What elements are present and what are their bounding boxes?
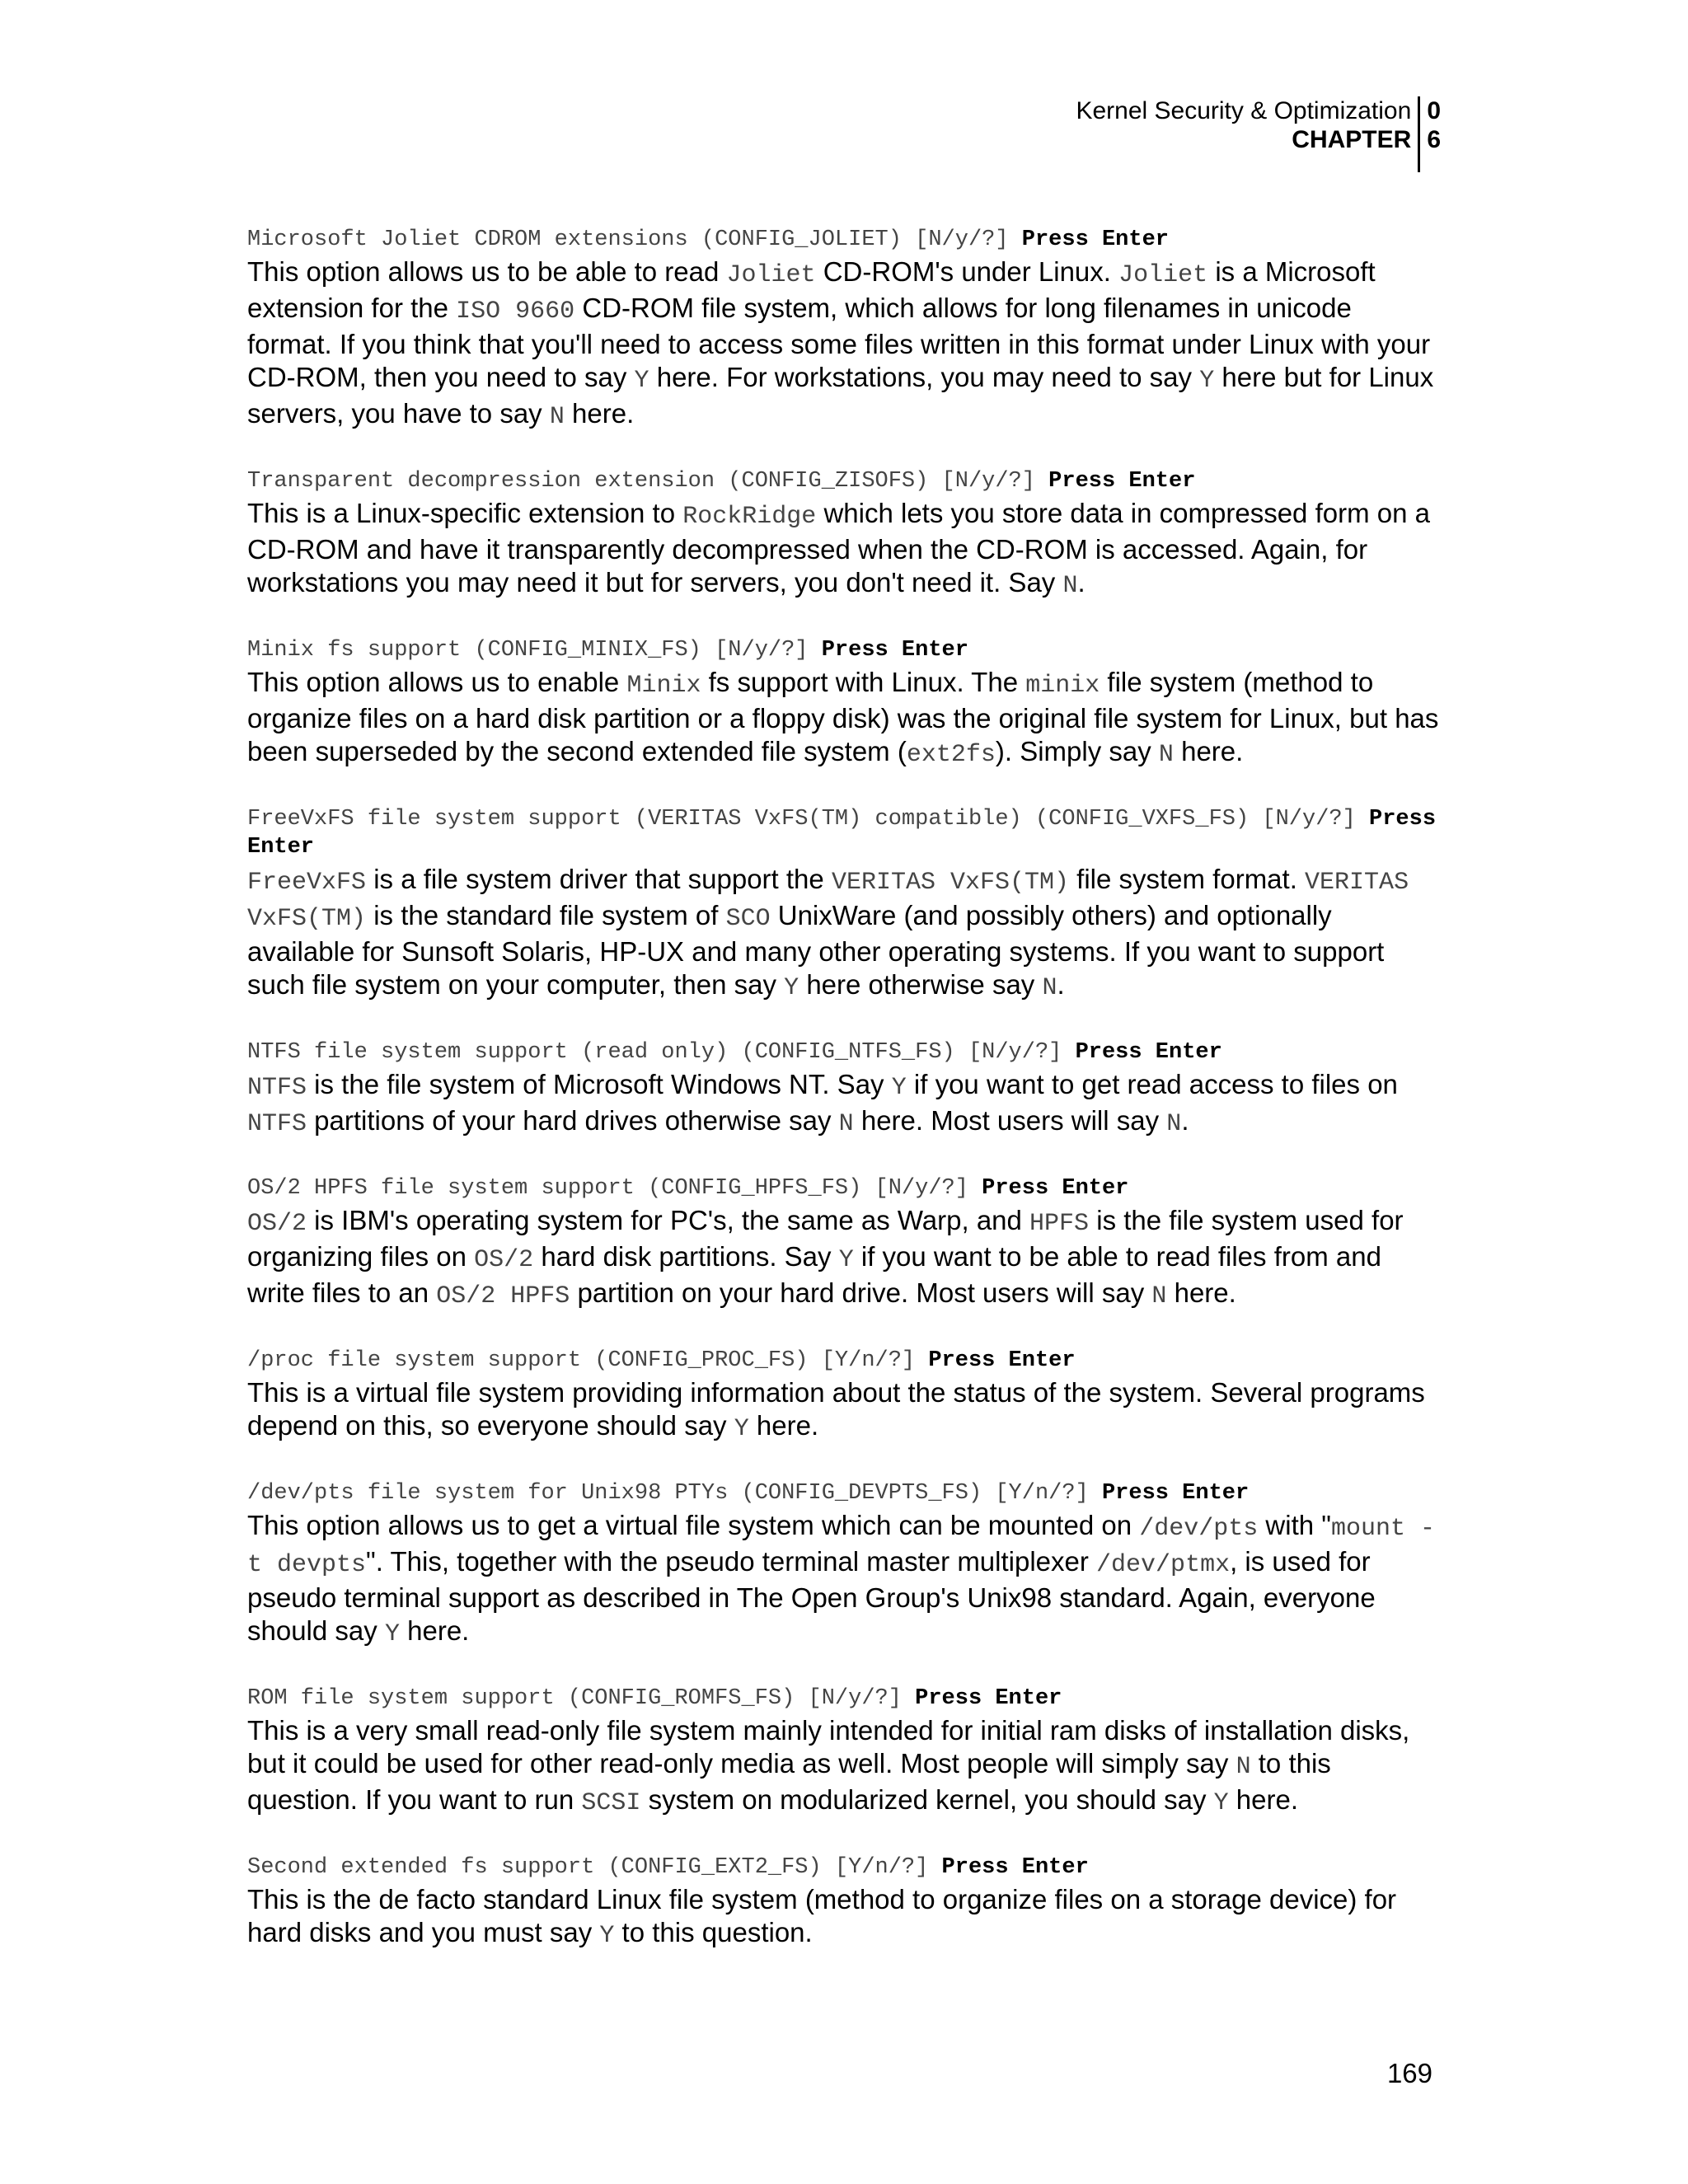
inline-code: Y xyxy=(784,974,799,1002)
config-description xyxy=(247,1068,1442,1141)
running-header xyxy=(1076,96,1441,172)
config-option-entry xyxy=(247,226,1442,434)
inline-code: /dev/pts xyxy=(1139,1515,1259,1543)
config-description xyxy=(247,1376,1442,1446)
config-option-entry xyxy=(247,1174,1442,1313)
description-text: hard disk partitions. Say xyxy=(533,1241,839,1272)
description-text: ). Simply say xyxy=(995,736,1159,766)
inline-code: Y xyxy=(838,1246,854,1274)
press-enter-instruction: Press Enter xyxy=(1075,1040,1222,1065)
press-enter-instruction: Press Enter xyxy=(982,1176,1129,1201)
config-prompt xyxy=(247,1685,1442,1713)
config-description xyxy=(247,666,1442,771)
inline-code: OS/2 HPFS xyxy=(436,1282,570,1310)
config-description xyxy=(247,255,1442,434)
config-prompt-text: NTFS file system support (read only) (CONFIG_NTFS_FS) [N/y/?] xyxy=(247,1040,1076,1065)
config-prompt xyxy=(247,226,1442,254)
description-text: file system (method to organize files on a hard disk partition or a floppy disk) was the original file system for Linux, but has been superseded by the second extended file system ( xyxy=(247,667,1439,766)
config-prompt-text: Transparent decompression extension (CONFIG_ZISOFS) [N/y/?] xyxy=(247,469,1049,494)
config-option-entry xyxy=(247,1038,1442,1141)
inline-code: RockRidge xyxy=(682,503,817,531)
header-chapter-number xyxy=(1420,96,1441,172)
config-option-entry xyxy=(247,467,1442,602)
header-text xyxy=(1076,96,1418,172)
inline-code: OS/2 xyxy=(474,1246,534,1274)
inline-code: HPFS xyxy=(1029,1210,1090,1238)
press-enter-instruction: Press Enter xyxy=(1021,227,1169,252)
config-prompt-text: OS/2 HPFS file system support (CONFIG_HPFS_FS) [N/y/?] xyxy=(247,1176,982,1201)
config-option-entry xyxy=(247,1347,1442,1446)
inline-code: Y xyxy=(634,367,649,395)
description-text: is a Microsoft extension for the xyxy=(247,256,1376,323)
chapter-digit-1: 0 xyxy=(1427,97,1441,124)
inline-code: N xyxy=(838,1110,854,1138)
description-text: here. xyxy=(399,1615,470,1646)
description-text: This is a Linux-specific extension to xyxy=(247,498,683,528)
inline-code: NTFS xyxy=(247,1110,307,1138)
description-text: system on modularized kernel, you should say xyxy=(640,1784,1214,1815)
description-text: CD-ROM file system, which allows for long filenames in unicode format. If you think that you'll need to access some files written in this format under Linux with your CD-ROM, then you need to say xyxy=(247,293,1431,392)
config-option-entry xyxy=(247,1479,1442,1651)
inline-code: Y xyxy=(599,1922,615,1950)
press-enter-instruction: Press Enter xyxy=(1048,469,1196,494)
description-text: here. xyxy=(1228,1784,1299,1815)
inline-code: N xyxy=(1236,1753,1251,1781)
description-text: here otherwise say xyxy=(799,969,1043,1000)
config-prompt xyxy=(247,636,1442,664)
inline-code: N xyxy=(1042,974,1057,1002)
description-text: here. xyxy=(1166,1277,1236,1308)
config-prompt xyxy=(247,1174,1442,1202)
inline-code: SCO xyxy=(725,905,771,933)
inline-code: Y xyxy=(891,1074,907,1102)
description-text: is a file system driver that support the xyxy=(366,864,832,894)
description-text: here. Most users will say xyxy=(853,1105,1167,1136)
description-text: This is a virtual file system providing information about the status of the system. Several programs depend on this, so everyone should say xyxy=(247,1377,1425,1441)
config-option-entry xyxy=(247,1854,1442,1952)
inline-code: /dev/ptmx xyxy=(1096,1551,1231,1579)
config-description xyxy=(247,1714,1442,1820)
press-enter-instruction: Press Enter xyxy=(928,1348,1076,1373)
description-text: partition on your hard drive. Most users will say xyxy=(570,1277,1152,1308)
chapter-digit-2: 6 xyxy=(1427,126,1441,153)
description-text: here. For workstations, you may need to say xyxy=(649,362,1200,392)
press-enter-instruction: Press Enter xyxy=(821,638,968,663)
inline-code: ext2fs xyxy=(906,741,996,769)
config-prompt xyxy=(247,1854,1442,1882)
description-text: file system format. xyxy=(1068,864,1306,894)
config-prompt xyxy=(247,1479,1442,1507)
inline-code: SCSI xyxy=(581,1789,641,1817)
config-prompt xyxy=(247,805,1450,861)
inline-code: Minix xyxy=(626,672,701,700)
description-text: partitions of your hard drives otherwise say xyxy=(307,1105,839,1136)
inline-code: ISO 9660 xyxy=(456,298,575,326)
inline-code: N xyxy=(1158,741,1174,769)
description-text: to this question. xyxy=(614,1917,813,1947)
inline-code: VERITAS VxFS(TM) xyxy=(831,869,1069,897)
description-text: is the file system used for organizing files on xyxy=(247,1205,1404,1272)
press-enter-instruction: Press Enter xyxy=(915,1686,1062,1711)
config-option-entry xyxy=(247,805,1450,1005)
description-text: to this question. If you want to run xyxy=(247,1748,1331,1815)
header-chapter-label: CHAPTER xyxy=(1292,126,1412,153)
inline-code: Joliet xyxy=(726,261,816,289)
config-description xyxy=(247,1509,1442,1651)
inline-code: Y xyxy=(384,1620,400,1648)
description-text: if you want to be able to read files from and write files to an xyxy=(247,1241,1381,1308)
description-text: here. xyxy=(748,1410,819,1441)
inline-code: Y xyxy=(1199,367,1215,395)
header-title: Kernel Security & Optimization xyxy=(1076,97,1412,124)
config-prompt xyxy=(247,1347,1442,1375)
description-text: CD-ROM's under Linux. xyxy=(815,256,1119,287)
config-description xyxy=(247,863,1442,1005)
description-text: is the standard file system of xyxy=(366,900,726,930)
config-description xyxy=(247,1204,1442,1313)
description-text: here. xyxy=(1173,736,1244,766)
config-prompt xyxy=(247,1038,1442,1066)
inline-code: NTFS xyxy=(247,1074,307,1102)
inline-code: VERITAS VxFS(TM) xyxy=(247,869,1409,933)
description-text: here. xyxy=(564,398,635,429)
description-text: fs support with Linux. The xyxy=(701,667,1026,697)
description-text: This is a very small read-only file system mainly intended for initial ram disks of installation disks, but it could be used for other read-only media as well. Most people will simply say xyxy=(247,1715,1410,1779)
description-text: is the file system of Microsoft Windows NT. Say xyxy=(307,1069,892,1099)
inline-code: OS/2 xyxy=(247,1210,307,1238)
description-text: . xyxy=(1077,567,1085,598)
press-enter-instruction: Press Enter xyxy=(941,1855,1089,1880)
description-text: , is used for pseudo terminal support as described in The Open Group's Unix98 standard. Again, everyone should say xyxy=(247,1546,1376,1646)
description-text: . xyxy=(1057,969,1065,1000)
description-text: This is the de facto standard Linux file system (method to organize files on a storage device) for hard disks and you must say xyxy=(247,1884,1397,1947)
config-prompt-text: /proc file system support (CONFIG_PROC_FS) [Y/n/?] xyxy=(247,1348,929,1373)
config-description xyxy=(247,497,1442,602)
inline-code: N xyxy=(1151,1282,1167,1310)
description-text: is IBM's operating system for PC's, the same as Warp, and xyxy=(307,1205,1030,1235)
description-text: with " xyxy=(1258,1510,1331,1540)
page-body xyxy=(247,226,1450,1986)
config-option-entry xyxy=(247,636,1442,771)
description-text: . xyxy=(1181,1105,1189,1136)
description-text: which lets you store data in compressed form on a CD-ROM and have it transparently decompressed when the CD-ROM is accessed. Again, for workstations you may need it but for servers, you don't need it. Say xyxy=(247,498,1430,598)
page-number: 169 xyxy=(1386,2058,1432,2088)
inline-code: mount -t devpts xyxy=(247,1515,1436,1579)
config-prompt xyxy=(247,467,1442,495)
description-text: This option allows us to get a virtual file system which can be mounted on xyxy=(247,1510,1140,1540)
config-prompt-text: FreeVxFS file system support (VERITAS VxFS(TM) compatible) (CONFIG_VXFS_FS) [N/y/?] xyxy=(247,807,1370,832)
inline-code: Y xyxy=(1213,1789,1229,1817)
inline-code: Joliet xyxy=(1118,261,1208,289)
description-text: if you want to get read access to files on xyxy=(906,1069,1398,1099)
config-description xyxy=(247,1883,1442,1952)
inline-code: N xyxy=(549,403,565,431)
description-text: ". This, together with the pseudo terminal master multiplexer xyxy=(366,1546,1097,1577)
config-prompt-text: Second extended fs support (CONFIG_EXT2_FS) [Y/n/?] xyxy=(247,1855,942,1880)
inline-code: FreeVxFS xyxy=(247,869,367,897)
inline-code: minix xyxy=(1025,672,1100,700)
config-prompt-text: Minix fs support (CONFIG_MINIX_FS) [N/y/?] xyxy=(247,638,822,663)
config-prompt-text: /dev/pts file system for Unix98 PTYs (CONFIG_DEVPTS_FS) [Y/n/?] xyxy=(247,1481,1102,1506)
config-prompt-text: Microsoft Joliet CDROM extensions (CONFIG_JOLIET) [N/y/?] xyxy=(247,227,1022,252)
config-option-entry xyxy=(247,1685,1442,1820)
inline-code: N xyxy=(1062,572,1078,600)
press-enter-instruction: Press Enter xyxy=(247,807,1450,860)
inline-code: N xyxy=(1166,1110,1182,1138)
inline-code: Y xyxy=(734,1415,749,1443)
press-enter-instruction: Press Enter xyxy=(1101,1481,1250,1506)
config-prompt-text: ROM file system support (CONFIG_ROMFS_FS) [N/y/?] xyxy=(247,1686,916,1711)
description-text: This option allows us to be able to read xyxy=(247,256,727,287)
description-text: here but for Linux servers, you have to say xyxy=(247,362,1434,429)
description-text: UnixWare (and possibly others) and optionally available for Sunsoft Solaris, HP-UX and many other operating systems. If you want to support such file system on your computer, then say xyxy=(247,900,1385,1000)
description-text: This option allows us to enable xyxy=(247,667,627,697)
